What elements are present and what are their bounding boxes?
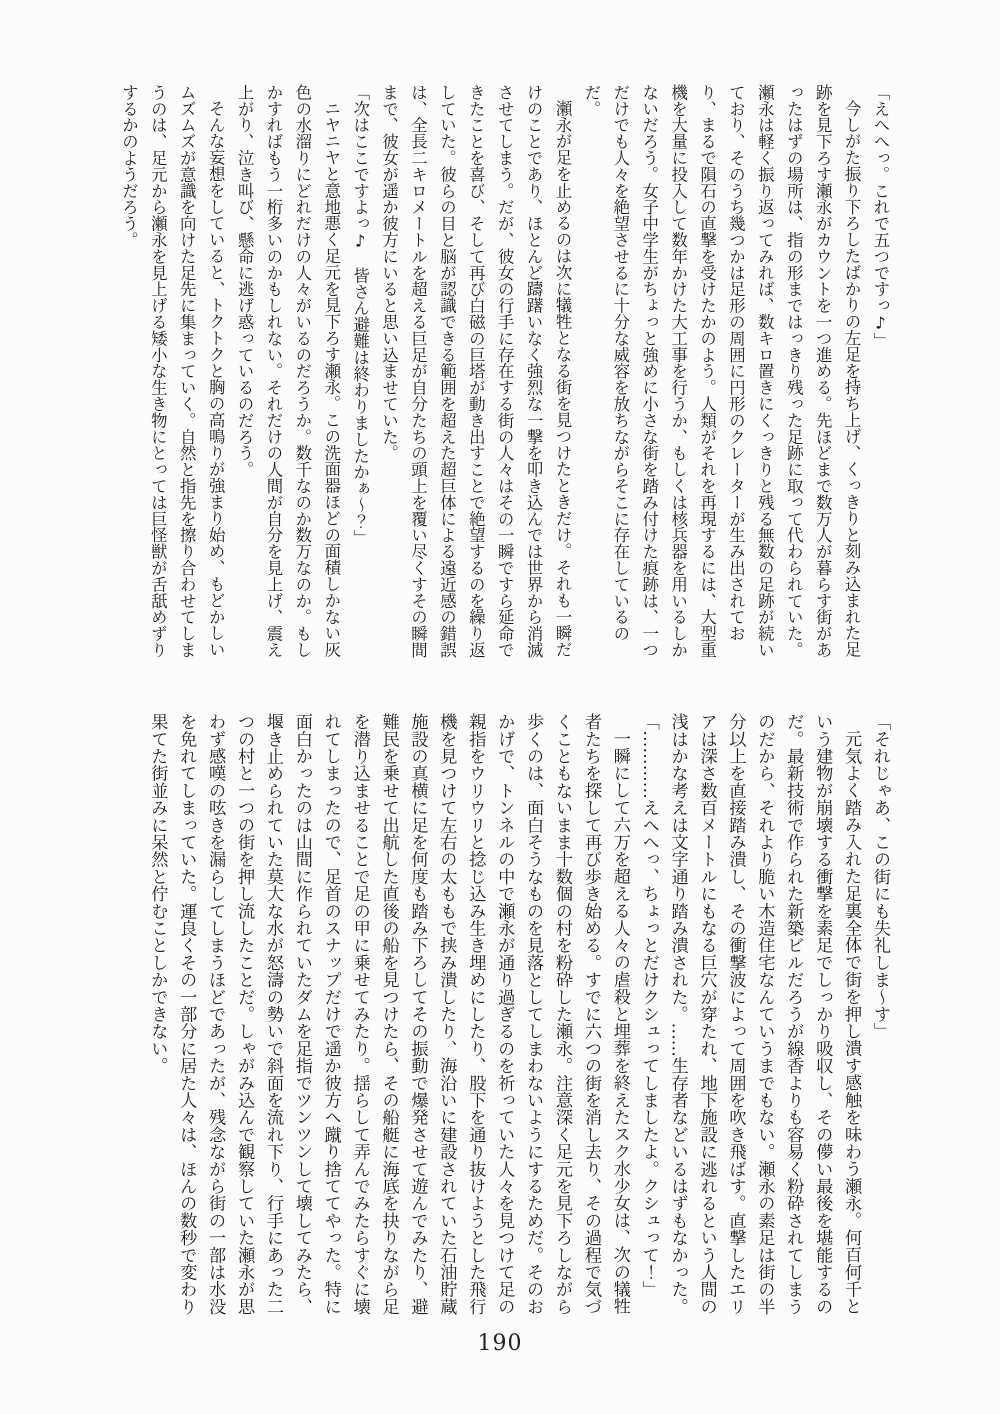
story-text-block-top [119, 84, 894, 659]
story-paragraph: 「それじゃあ、この街にも失礼しま〜す」 [870, 713, 890, 1040]
story-text-block-bottom [142, 713, 894, 1317]
story-paragraph: 「えへへっ。これで五つですっ♪」 [871, 84, 890, 349]
story-paragraph: そんな妄想をしていると、トクトクと胸の高鳴りが強まり始め、もどかしいムズムズが意識を向けた足先に集まっていく。自然と指先を擦り合わせてしまうのは、足元から瀬永を見上げる矮小な生き物にとっては巨怪獣が舌舐めずりするかのようだろう。 [119, 84, 226, 658]
page-number: 190 [477, 1331, 523, 1356]
story-paragraph: 「…………えへへっ、ちょっとだけクシュってしましたよ。クシュって！」 [638, 713, 659, 1298]
story-paragraph: 元気よく踏み入れた足裏全体で街を押し潰す感触を味わう瀬永。何百何千という建物が崩壊する衝撃を素足でしっかり吸収し、その儚い最後を堪能するのだ。最新技術で作られた新築ビルだろうが線香よりも容易く粉砕されてしまうのだから、それより脆い木造住宅なんていうまでもない。瀬永の素足は街の半分以上を直接踏み潰し、その衝撃波によって周囲を吹き飛ばす。直撃したエリアは深さ数百メートルにもなる巨穴が穿たれ、地下施設に逃れるという人間の浅はかな考えは文字通り踏み潰された。……生存者などいるはずもなかった。 [667, 713, 862, 1315]
story-paragraph: 「次はここですよっ♪ 皆さん避難は終わりましたかぁ〜？」 [350, 84, 370, 546]
story-paragraph: 一瞬にして六万を超える人々の虐殺と埋葬を終えたスク水少女は、次の犠牲者たちを探して再び歩き始める。すでに六つの街を消し去り、その過程で気づくこともないまま十数個の村を粉砕した瀬永。注意深く足元を見下ろしながら歩くのは、面白そうなものを見落としてしまわないようにするためだ。そのおかげで、トンネルの中で瀬永が通り過ぎるのを祈っていた人々を見つけて足の親指をウリウリと捻じ込み生き埋めにしたり、股下を通り抜けようとした飛行機を見つけて左右の太ももで挟み潰したり、海沿いに建設されていた石油貯蔵施設の真横に足を何度も踏み下ろしてその振動で爆発させて遊んでみたり、避難民を乗せて出航した直後の船を見つけたら、その船艇に海底を抉りながら足を潜り込ませることで足の甲に乗せてみたり。揺らして弄んでみたらすぐに壊れてしまったので、足首のスナップだけで遥か彼方へ蹴り捨ててやった。特に面白かったのは山間に作られていたダムを足指でツンツンして壊してみたら、堰き止められていた莫大な水が怒濤の勢いで斜面を流れ下り、行手にあった二つの村と一つの街を押し流したことだ。しゃがみ込んで観察していた瀬永が思わず感嘆の呟きを漏らしてしまうほどであったが、残念ながら街の一部は水没を免れてしまっていた。運良くその一部分に居た人々は、ほんの数秒で変わり果てた街並みに呆然と佇むことしかできない。 [147, 713, 630, 1315]
story-paragraph: ニヤニヤと意地悪く足元を見下ろす瀬永。この洗面器ほどの面積しかない灰色の水溜りにどれだけの人々がいるのだろうか。数千なのか数万なのか。もしかすればもう一桁多いのかもしれない。それだけの人間が自分を見上げ、震え上がり、泣き叫び、懸命に逃げ惑っているのだろう。 [235, 84, 341, 658]
story-paragraph: 瀬永が足を止めるのは次に犠牲となる街を見つけたときだけ。それも一瞬だけのことであり、ほとんど躊躇いなく強烈な一撃を叩き込んでは世界から消滅させてしまう。だが、彼女の行手に存在する街の人々はその一瞬ですら延命できたことを喜び、そして再び白磁の巨塔が動き出すことで絶望するのを繰り返していた。彼らの目と脳が認識できる範囲を超えた超巨体による遠近感の錯誤は、全長二キロメートルを超える巨足が自分たちの頭上を覆い尽くすその瞬間まで、彼女が遥か彼方にいると思い込ませていた。 [379, 84, 573, 658]
story-paragraph: 今しがた振り下ろしたばかりの左足を持ち上げ、くっきりと刻み込まれた足跡を見下ろす瀬永がカウントを一つ進める。先ほどまで数万人が暮らす街があったはずの場所は、指の形まではっきり残った足跡に取って代わられていた。瀬永は軽く振り返ってみれば、数キロ置きにくっきりと残る無数の足跡が続いており、そのうち幾つかは足形の周囲に円形のクレーターが生み出されており、まるで隕石の直撃を受けたかのよう。人類がそれを再現するには、大型重機を大量に投入して数年かけた大工事を行うか、もしくは核兵器を用いるしかないだろう。女子中学生がちょっと強めに小さな街を踏み付けた痕跡は、一つだけでも人々を絶望させるに十分な威容を放ちながらそこに存在しているのだ。 [581, 84, 862, 658]
